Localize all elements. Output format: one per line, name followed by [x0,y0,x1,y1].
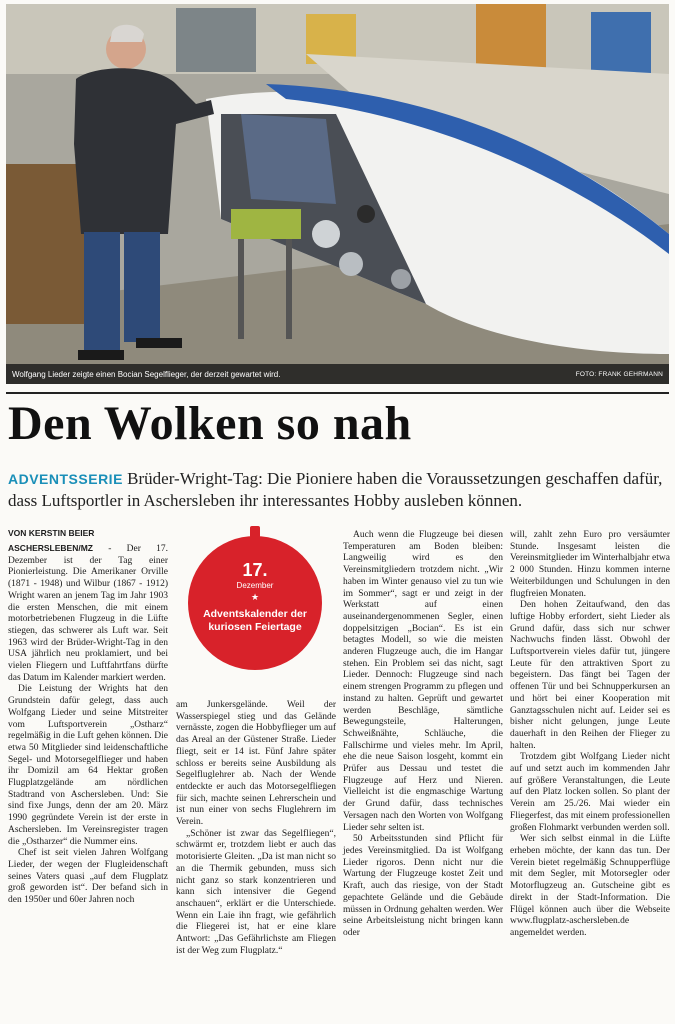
advent-calendar-badge [188,536,322,670]
article-column-4 [510,530,670,940]
paragraph: Auch wenn die Flugzeuge bei diesen Temperaturen am Boden bleiben: Langweilig wird es den Vereinsmitgliedern trotzdem nicht. „Wir haben im Winter genauso viel zu tun wie im Sommer“, sagt er und zeigt in der Werkstatt auf einen auseinandergenommenen Segler, einen doppelsitzigen „Bocian“. Es ist ein betagtes Modell, so wie die meisten anderen Flugzeuge auch, die im Hangar stehen. Ein Problem sei das nicht, sagt Lieder. Dennoch: Flugzeuge sind nach einem strengen Programm zu pflegen und instand zu halten. Geprüft und gewartet werden Beschläge, sämtliche Bewegungsteile, Halterungen, Schweißnähte, Schläuche, die Fallschirme und vieles mehr. Im April, ehe die neue Saison losgeht, kommt ein Prüfer aus Dessau und testet die Flugzeuge auf Herz und Nieren. Vielleicht ist die engmaschige Wartung der Grund dafür, dass technisches Versagen nach den Worten von Wolfgang Lieder sehr selten ist. [343,530,503,833]
paragraph: Den hohen Zeitaufwand, den das luftige Hobby erfordert, sieht Lieder als Grund dafür, dass sich nur schwer Nachwuchs finden lässt. Obwohl der Luftsportverein vieles dafür tut, jüngere Leute für den attraktiven Sport zu begeistern. Das fängt bei Tagen der offenen Tür und bei Schnupperkursen an und hört bei einer Kooperation mit Ganztagsschulen nicht auf. Leider sei es bisher nicht gelungen, junge Leute dauerhaft in den Reihen der Flieger zu halten. [510,600,670,751]
article-photo [6,4,669,384]
article-column-1 [8,543,168,907]
badge-day: 17. [242,560,268,580]
badge-month: Dezember [236,581,274,590]
section-divider [6,392,669,394]
photo-caption: Wolfgang Lieder zeigte einen Bocian Segelflieger, der derzeit gewartet wird. [12,369,281,379]
paragraph [8,543,168,684]
photo-credit: FOTO: FRANK GEHRMANN [575,370,663,378]
badge-label: Adventskalender der kuriosen Feiertage [203,608,307,633]
subheadline-text: Brüder-Wright-Tag: Die Pioniere haben die Voraussetzungen geschaffen dafür, dass Luftsportler in Aschersleben ihr interessantes Hobby ausleben können. [8,469,663,510]
photo-caption-bar [6,364,669,384]
paragraph: am Junkersgelände. Weil der Wasserspiegel stieg und das Gelände vernässte, zogen die Hobbyflieger um auf das Areal an der Güstener Straße. Lieder fliegt, seit er 14 ist. Fünf Jahre später schloss er bereits seine Ausbildung als Segelfluglehrer ab. Nach der Wende entdeckte er auch das Motorsegelfliegen für sich, machte seinen Lehrerschein und ist nun einer von sechs Fluglehrern im Verein. [176,700,336,828]
article-column-3 [343,530,503,940]
dateline: ASCHERSLEBEN/MZ [8,543,94,553]
paragraph: 50 Arbeitsstunden sind Pflicht für jedes Vereinsmitglied. Da ist Wolfgang Lieder rigoros. Denn nicht nur die Wartung der Flugzeuge kostet Zeit und Kraft, auch das riesige, von der Stadt gepachtete Gelände und die Gebäude müssen in Ordnung gehalten werden. Wer seine Arbeitsleistung nicht bringen kann oder [343,834,503,938]
series-kicker: ADVENTSSERIE [8,471,123,487]
paragraph: will, zahlt zehn Euro pro versäumter Stunde. Insgesamt leisten die Vereinsmitglieder im Winterhalbjahr etwa 2 000 Stunden. Hinzu kommen interne Weiterbildungen und Schulungen in den flugfreien Monaten. [510,530,670,599]
paragraph: Die Leistung der Wrights hat den Grundstein dafür gelegt, dass auch Wolfgang Lieder und seine Mitstreiter vom Luftsportverein „Ostharz“ regelmäßig in die Luft gehen können. Die etwa 50 Mitglieder sind leidenschaftliche Segel- und Motorsegelflieger und haben ihr Domizil am 64 Hektar großen Flugplatzgelände am nördlichen Stadtrand von Aschersleben. Und: Sie sind fixe Jungs, denn der am 20. März 1990 gegründete Verein ist der erste in Aschersleben. Im Vereinsregister tragen die „Ostharzer“ die Nummer eins. [8,684,168,847]
paragraph: Chef ist seit vielen Jahren Wolfgang Lieder, der wegen der Flugleidenschaft seines Vaters quasi „auf dem Flugplatz groß geworden ist“. Der befand sich in den 1950er und 60er Jahren noch [8,848,168,906]
article-column-2 [176,700,336,957]
byline: VON KERSTIN BEIER [8,528,95,538]
paragraph: Wer sich selbst einmal in die Lüfte erheben möchte, der kann das tun. Der Verein bietet regelmäßig Schnupperflüge mit dem Segler, mit Motorsegler oder Motorflugzeug an. Gutscheine gibt es direkt in der Stadt-Information. Die Flügel können auch über die Webseite www.flugplatz-aschersleben.de angemeldet werden. [510,834,670,938]
star-icon: ★ [250,592,260,602]
paragraph: Trotzdem gibt Wolfgang Lieder nicht auf und setzt auch im kommenden Jahr auf größere Veranstaltungen, die Leute auf den Platz locken sollen. So plant der Verein am 25./26. Mai wieder ein Fliegerfest, das mit einem professionellen großen Flohmarkt verbunden werden soll. [510,752,670,833]
workshop-photo-illustration [6,4,669,384]
paragraph: „Schöner ist zwar das Segelfliegen“, schwärmt er, trotzdem liebt er auch das motorisierte Gleiten. „Da ist man nicht so an die Thermik gebunden, muss sich nicht ganz so stark konzentrieren und kann sich intensiver die Gegend anschauen“, erklärt er die Unterschiede. Wenn ein Laie ihn fragt, wie gefährlich die Fliegerei ist, hat er eine klare Antwort: „Das Gefährlichste am Fliegen ist der Weg zum Flugplatz.“ [176,828,336,956]
headline: Den Wolken so nah [8,397,412,450]
paragraph-text: - Der 17. Dezember ist der Tag einer Pionierleistung. Die Amerikaner Orville (1871 - 1948) und Wilbur (1867 - 1912) Wright waren an jenem Tag im Jahr 1903 die ersten Menschen, die mit einem motorbetriebenen Flugzeug in die Lüfte stiegen, das schwerer als Luft war. Seit 1963 wird der Brüder-Wright-Tag in den USA jährlich neu proklamiert, und bei vielen Fliegern und Luftfahrtfans dürfte das Datum im Kalender markiert werden. [8,544,168,683]
subheadline [8,468,668,512]
